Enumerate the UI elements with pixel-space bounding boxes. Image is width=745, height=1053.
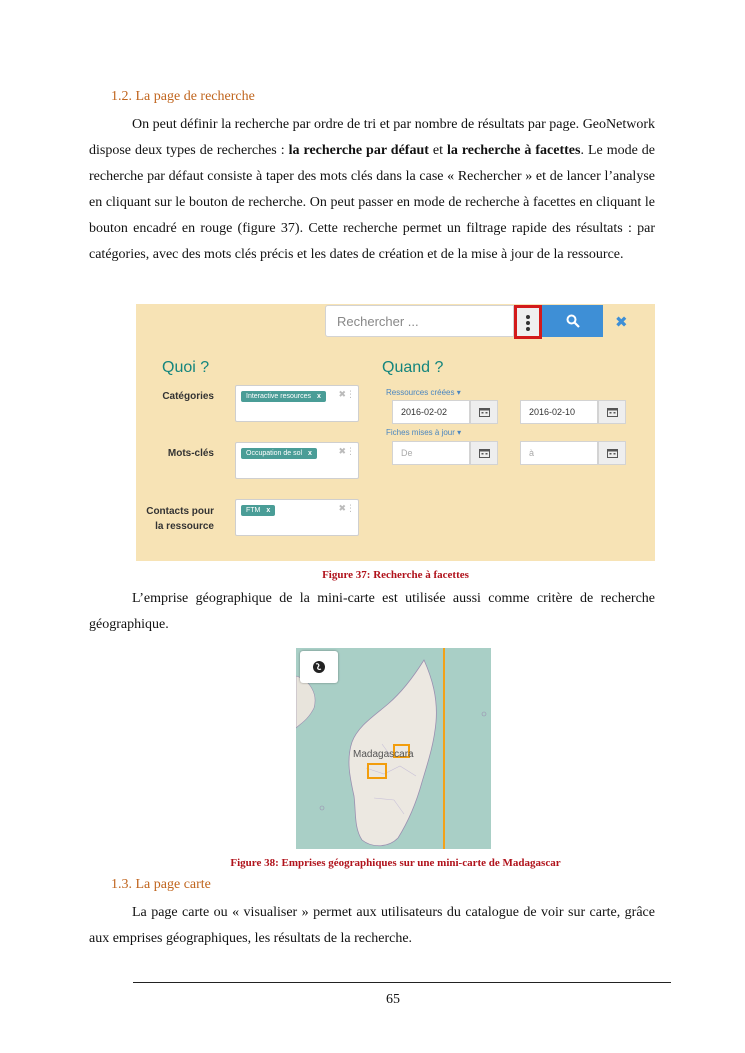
categories-field[interactable] — [235, 385, 359, 422]
updated-to-date[interactable]: à — [520, 441, 598, 465]
motscles-clear-icon[interactable]: ✖⋮ — [338, 446, 355, 456]
paragraph-page-carte: La page carte ou « visualiser » permet aux utilisateurs du catalogue de voir sur carte, grâce aux emprises géographiques, les résultats de la recherche. — [89, 905, 655, 946]
paragraph-recherche — [89, 112, 655, 268]
facet-toggle-button[interactable] — [514, 305, 542, 339]
calendar-icon[interactable] — [598, 400, 626, 424]
calendar-icon[interactable] — [470, 400, 498, 424]
map-globe-button[interactable] — [300, 651, 338, 683]
page-number: 65 — [386, 992, 400, 1007]
globe-icon — [312, 660, 326, 674]
figure-38-mini-map[interactable] — [296, 648, 491, 849]
paragraph-emprise: L’emprise géographique de la mini-carte est utilisée aussi comme critère de recherche géographique. — [89, 591, 655, 632]
search-input[interactable] — [325, 305, 514, 337]
bold-recherche-defaut: la recherche par défaut — [288, 143, 429, 158]
categories-clear-icon[interactable]: ✖⋮ — [338, 389, 355, 399]
categories-tag[interactable]: Interactive resources x — [241, 391, 326, 402]
fiches-mises-a-jour-dropdown[interactable]: Fiches mises à jour ▾ — [386, 428, 462, 437]
clear-search-icon[interactable]: ✖ — [615, 314, 628, 331]
categories-label: Catégories — [162, 391, 214, 402]
motscles-label: Mots-clés — [167, 448, 214, 459]
footer-divider — [133, 982, 671, 983]
motscles-tag[interactable]: Occupation de sol x — [241, 448, 317, 459]
map-label: Madagascara — [353, 749, 414, 760]
figure-37-caption: Figure 37: Recherche à facettes — [322, 569, 469, 581]
search-placeholder: Rechercher ... — [337, 314, 419, 329]
contacts-label: Contacts pour la ressource — [146, 506, 214, 532]
para1-text-c: . Le mode de recherche par défaut consiste à taper des mots clés dans la case « Rechercher » et de lancer l’analyse en cliquant sur le bouton de recherche. On peut passer en mode de recherche à facettes en cliquant le bouton encadré en rouge (figure 37). Cette recherche permet un filtrage rapide des résultats : par catégories, avec des mots clés précis et les dates de création et de la mise à jour de la ressource. — [89, 143, 655, 262]
quoi-title: Quoi ? — [162, 359, 210, 376]
ressources-creees-dropdown[interactable]: Ressources créées ▾ — [386, 388, 461, 397]
quand-title: Quand ? — [382, 359, 444, 376]
bold-recherche-facettes: la recherche à facettes — [446, 143, 581, 158]
section-heading-1-2: 1.2. La page de recherche — [111, 89, 255, 104]
created-from-date[interactable]: 2016-02-02 — [392, 400, 470, 424]
section-heading-1-3: 1.3. La page carte — [111, 877, 211, 892]
para1-text-a: On peut définir la recherche par ordre de tri et par nombre de résultats par page. GeoNetwork dispose deux types de recherches : — [89, 117, 655, 158]
figure-37-facet-search — [136, 304, 655, 561]
contacts-clear-icon[interactable]: ✖⋮ — [338, 503, 355, 513]
calendar-icon[interactable] — [470, 441, 498, 465]
contacts-field[interactable] — [235, 499, 359, 536]
search-button[interactable] — [542, 305, 603, 337]
motscles-field[interactable] — [235, 442, 359, 479]
calendar-icon[interactable] — [598, 441, 626, 465]
created-to-date[interactable]: 2016-02-10 — [520, 400, 598, 424]
updated-from-date[interactable]: De — [392, 441, 470, 465]
figure-38-caption: Figure 38: Emprises géographiques sur une mini-carte de Madagascar — [230, 857, 561, 869]
contacts-tag[interactable]: FTM x — [241, 505, 275, 516]
para1-text-b: et — [428, 143, 447, 158]
search-icon — [566, 314, 580, 328]
